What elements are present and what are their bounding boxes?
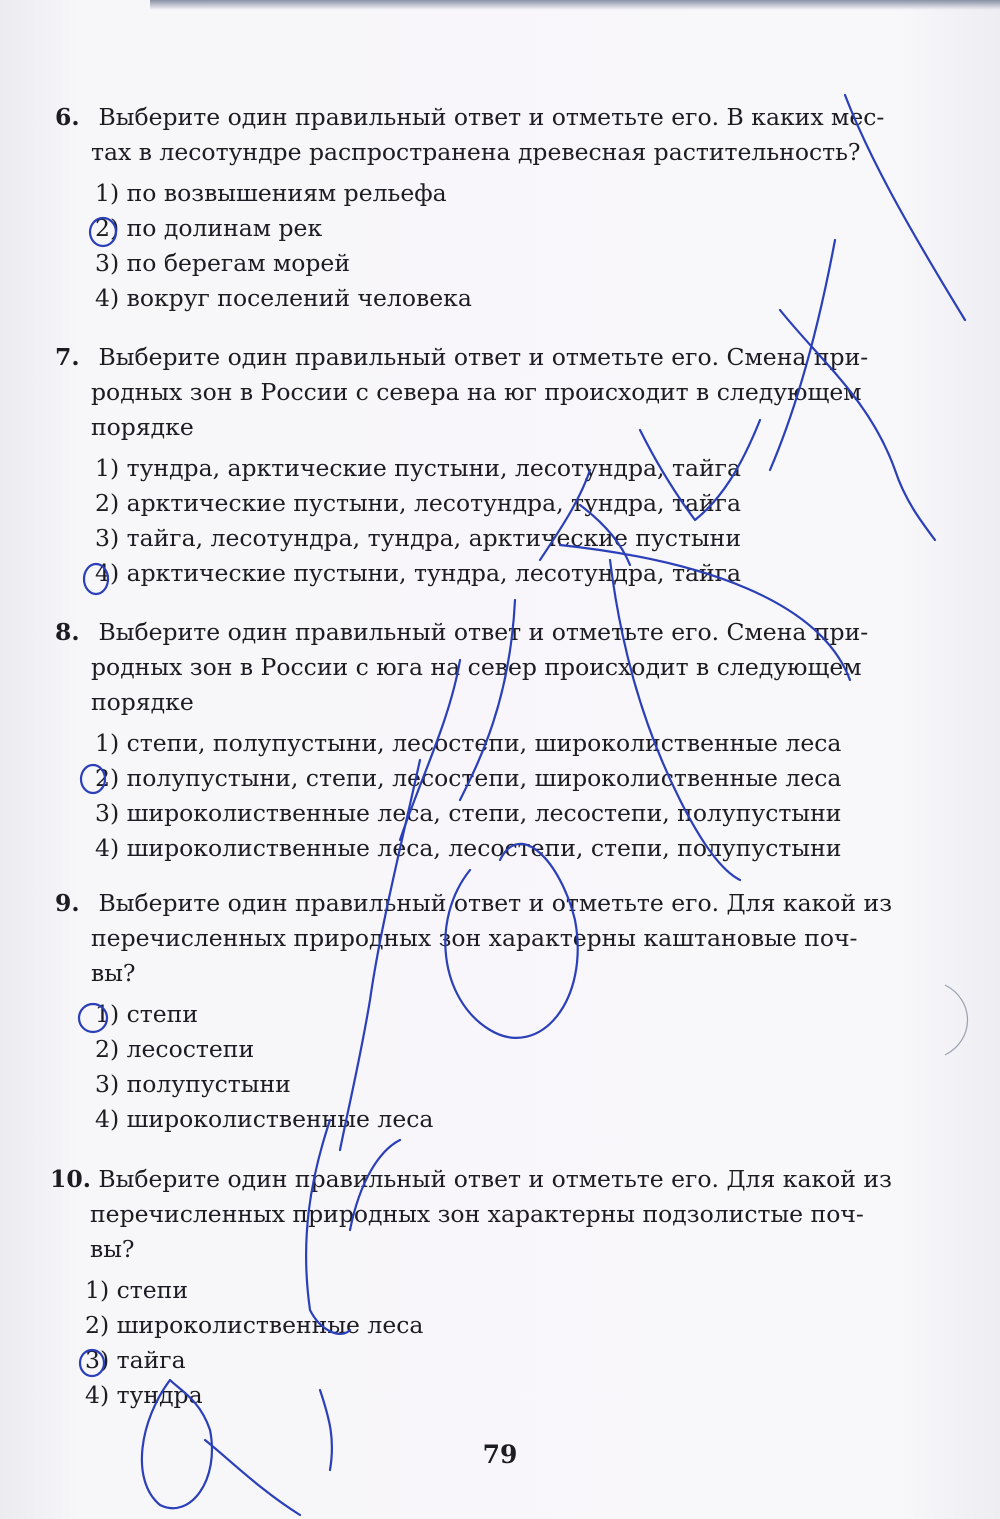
question-7-number: 7. [55,343,80,371]
question-10-text [50,1162,930,1267]
question-8-option-4[interactable]: 4) широколиственные леса, лесостепи, степи, полупустыни [95,834,842,862]
question-9-text [55,886,935,991]
question-9-option-4[interactable]: 4) широколиственные леса [95,1105,434,1133]
scan-top-edge [150,0,1000,10]
question-6-option-2[interactable]: 2) по долинам рек [95,214,323,242]
question-10 [50,1162,930,1413]
question-9-option-1[interactable]: 1) степи [95,1000,198,1028]
scan-artifact [945,985,968,1055]
question-10-number: 10. [50,1165,91,1193]
question-9-option-3[interactable]: 3) полупустыни [95,1070,291,1098]
question-6 [55,100,935,316]
question-8-options [55,726,935,866]
question-9-options [55,997,935,1137]
question-7-option-4[interactable]: 4) арктические пустыни, тундра, лесотундра, тайга [95,559,741,587]
question-9-option-2[interactable]: 2) лесостепи [95,1035,255,1063]
question-10-options [50,1273,930,1413]
question-9-line-2: перечисленных природных зон характерны каштановые поч- [91,924,858,952]
question-10-line-3: вы? [90,1235,135,1263]
question-7-option-3[interactable]: 3) тайга, лесотундра, тундра, арктические пустыни [95,524,741,552]
question-6-options [55,176,935,316]
question-7-line-1: Выберите один правильный ответ и отметьте его. Смена при- [98,343,869,371]
question-6-number: 6. [55,103,80,131]
question-8-line-2: родных зон в России с юга на север происходит в следующем [91,653,862,681]
question-6-option-4[interactable]: 4) вокруг поселений человека [95,284,472,312]
question-6-text [55,100,935,170]
question-7 [55,340,935,591]
question-8-option-3[interactable]: 3) широколиственные леса, степи, лесостепи, полупустыни [95,799,842,827]
question-7-option-1[interactable]: 1) тундра, арктические пустыни, лесотундра, тайга [95,454,741,482]
page-number: 79 [482,1440,518,1469]
question-8-line-3: порядке [91,688,194,716]
question-8-number: 8. [55,618,80,646]
question-9-line-3: вы? [91,959,136,987]
question-7-line-2: родных зон в России с севера на юг происходит в следующем [91,378,862,406]
question-10-line-2: перечисленных природных зон характерны подзолистые поч- [90,1200,864,1228]
question-8-option-2[interactable]: 2) полупустыни, степи, лесостепи, широколиственные леса [95,764,842,792]
question-10-line-1: Выберите один правильный ответ и отметьте его. Для какой из [98,1165,892,1193]
question-7-text [55,340,935,445]
question-8-line-1: Выберите один правильный ответ и отметьте его. Смена при- [98,618,869,646]
question-9 [55,886,935,1137]
question-7-line-3: порядке [91,413,194,441]
question-8 [55,615,935,866]
question-6-line-2: тах в лесотундре распространена древесная растительность? [91,138,861,166]
question-7-option-2[interactable]: 2) арктические пустыни, лесотундра, тундра, тайга [95,489,741,517]
question-10-option-4[interactable]: 4) тундра [85,1381,203,1409]
question-6-line-1: Выберите один правильный ответ и отметьте его. В каких мес- [98,103,885,131]
question-9-number: 9. [55,889,80,917]
question-10-option-2[interactable]: 2) широколиственные леса [85,1311,424,1339]
question-10-option-1[interactable]: 1) степи [85,1276,188,1304]
question-8-option-1[interactable]: 1) степи, полупустыни, лесостепи, широколиственные леса [95,729,842,757]
question-10-option-3[interactable]: 3) тайга [85,1346,186,1374]
question-7-options [55,451,935,591]
question-6-option-3[interactable]: 3) по берегам морей [95,249,350,277]
question-9-line-1: Выберите один правильный ответ и отметьте его. Для какой из [98,889,893,917]
question-6-option-1[interactable]: 1) по возвышениям рельефа [95,179,447,207]
question-8-text [55,615,935,720]
